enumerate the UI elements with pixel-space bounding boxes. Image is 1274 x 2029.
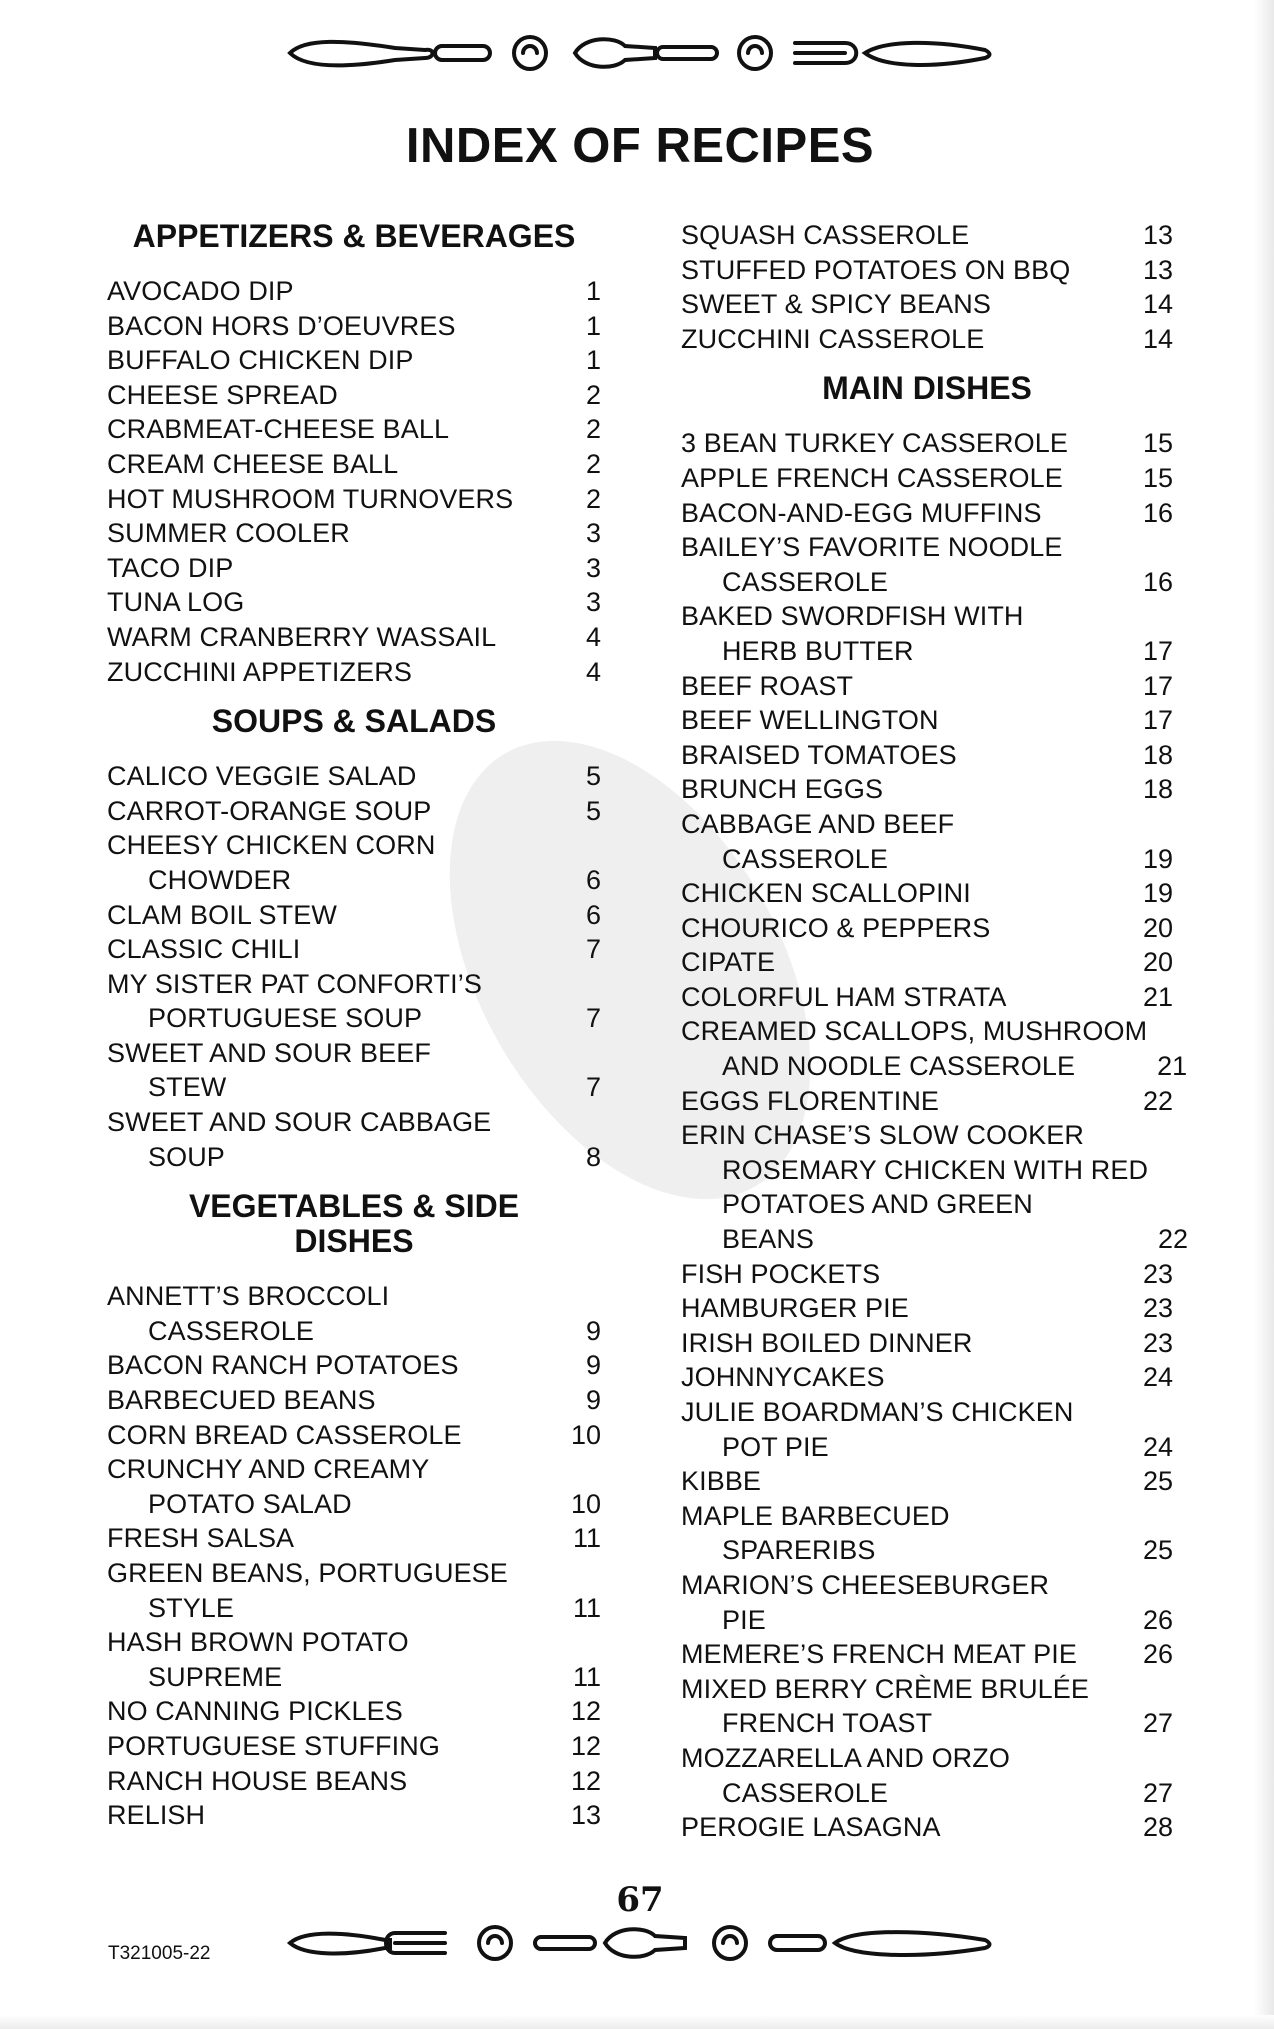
section-heading-soups: SOUPS & SALADS [211, 703, 497, 740]
section-heading-main-dishes: MAIN DISHES [822, 370, 1032, 407]
recipe-entry: CRABMEAT-CHEESE BALL 2 [107, 414, 601, 445]
recipe-entry: NO CANNING PICKLES 12 [107, 1696, 601, 1727]
recipe-entry: CALICO VEGGIE SALAD 5 [107, 761, 601, 792]
recipe-entry: HAMBURGER PIE 23 [681, 1293, 1173, 1324]
recipe-entry: BUFFALO CHICKEN DIP 1 [107, 345, 601, 376]
recipe-entry: APPLE FRENCH CASSEROLE 15 [681, 462, 1173, 493]
recipe-entry: SWEET & SPICY BEANS 14 [681, 289, 1173, 320]
recipe-entry: CARROT-ORANGE SOUP 5 [107, 795, 601, 826]
recipe-entry: BEEF ROAST 17 [681, 670, 1173, 701]
recipe-entry: BRUNCH EGGS 18 [681, 774, 1173, 805]
recipe-entry: CLASSIC CHILI 7 [107, 934, 601, 965]
recipe-entry: KIBBE 25 [681, 1466, 1173, 1497]
recipe-entry: CHEESE SPREAD 2 [107, 379, 601, 410]
recipe-entry: TUNA LOG 3 [107, 587, 601, 618]
recipe-entry: AVOCADO DIP 1 [107, 276, 601, 306]
recipe-entry: PORTUGUESE STUFFING 12 [107, 1730, 601, 1761]
page-title: INDEX OF RECIPES [405, 119, 875, 173]
recipe-entry: CIPATE 20 [681, 947, 1173, 978]
recipe-entry: STUFFED POTATOES ON BBQ 13 [681, 254, 1173, 285]
recipe-entry: SUMMER COOLER 3 [107, 518, 601, 549]
recipe-entry: BAILEY’S FAVORITE NOODLE CASSEROLE 16 [681, 532, 1173, 597]
recipe-entry: TACO DIP 3 [107, 552, 601, 583]
page-number: 67 [616, 1880, 664, 1920]
recipe-entry: CABBAGE AND BEEF CASSEROLE 19 [681, 808, 1173, 874]
recipe-entry: BRAISED TOMATOES 18 [681, 739, 1173, 770]
recipe-entry: CHOURICO & PEPPERS 20 [681, 912, 1173, 943]
recipe-entry: CREAMED SCALLOPS, MUSHROOM AND NOODLE CASSEROLE 21 [681, 1016, 1188, 1082]
recipe-entry: CHICKEN SCALLOPINI 19 [681, 878, 1173, 909]
recipe-entry: MY SISTER PAT CONFORTI’S PORTUGUESE SOUP 7 [107, 968, 601, 1034]
top-ornament [285, 28, 995, 78]
recipe-entry: BEEF WELLINGTON 17 [681, 705, 1173, 736]
recipe-entry: JOHNNYCAKES 24 [681, 1362, 1173, 1393]
recipe-entry: HOT MUSHROOM TURNOVERS 2 [107, 483, 601, 514]
recipe-entry: FRESH SALSA 11 [107, 1523, 601, 1554]
recipe-entry: BACON RANCH POTATOES 9 [107, 1350, 601, 1381]
recipe-entry: EGGS FLORENTINE 22 [681, 1085, 1173, 1116]
recipe-entry: ANNETT’S BROCCOLI CASSEROLE 9 [107, 1281, 601, 1346]
recipe-entry: WARM CRANBERRY WASSAIL 4 [107, 621, 601, 652]
recipe-entry: CORN BREAD CASSEROLE 10 [107, 1419, 601, 1450]
recipe-entry: MOZZARELLA AND ORZO CASSEROLE 27 [681, 1742, 1173, 1808]
section-heading-vegetables: VEGETABLES & SIDE DISHES [188, 1188, 520, 1260]
recipe-entry: MAPLE BARBECUED SPARERIBS 25 [681, 1500, 1173, 1566]
page-edge-shadow [1254, 0, 1274, 2029]
recipe-entry: HASH BROWN POTATO SUPREME 11 [107, 1627, 601, 1692]
recipe-entry: COLORFUL HAM STRATA 21 [681, 981, 1173, 1012]
recipe-entry: BARBECUED BEANS 9 [107, 1385, 601, 1416]
recipe-entry: CRUNCHY AND CREAMY POTATO SALAD 10 [107, 1454, 601, 1519]
page-bottom-shadow [0, 2015, 1274, 2029]
recipe-entry: FISH POCKETS 23 [681, 1258, 1173, 1289]
recipe-entry: BACON HORS D’OEUVRES 1 [107, 310, 601, 341]
left-column [107, 218, 601, 1833]
recipe-entry: BACON-AND-EGG MUFFINS 16 [681, 497, 1173, 528]
recipe-entry: ERIN CHASE’S SLOW COOKER ROSEMARY CHICKEN WITH RED POTATOES AND GREEN BEANS 22 [681, 1120, 1189, 1255]
bottom-ornament [285, 1918, 995, 1968]
recipe-entry: GREEN BEANS, PORTUGUESE STYLE 11 [107, 1558, 601, 1623]
recipe-entry: MEMERE’S FRENCH MEAT PIE 26 [681, 1639, 1173, 1670]
recipe-entry: CHEESY CHICKEN CORN CHOWDER 6 [107, 830, 601, 895]
recipe-entry: MARION’S CHEESEBURGER PIE 26 [681, 1569, 1173, 1635]
recipe-entry: SWEET AND SOUR CABBAGE SOUP 8 [107, 1107, 601, 1172]
recipe-entry: SQUASH CASSEROLE 13 [681, 220, 1173, 250]
recipe-entry: MIXED BERRY CRÈME BRULÉE FRENCH TOAST 27 [681, 1673, 1173, 1739]
recipe-entry: CREAM CHEESE BALL 2 [107, 448, 601, 479]
recipe-entry: BAKED SWORDFISH WITH HERB BUTTER 17 [681, 601, 1173, 666]
recipe-entry: 3 BEAN TURKEY CASSEROLE 15 [681, 428, 1173, 459]
recipe-entry: CLAM BOIL STEW 6 [107, 899, 601, 930]
section-heading-appetizers: APPETIZERS & BEVERAGES [132, 218, 576, 254]
recipe-entry: ZUCCHINI APPETIZERS 4 [107, 656, 601, 687]
recipe-entry: ZUCCHINI CASSEROLE 14 [681, 323, 1173, 354]
recipe-entry: SWEET AND SOUR BEEF STEW 7 [107, 1037, 601, 1103]
recipe-entry: RANCH HOUSE BEANS 12 [107, 1765, 601, 1796]
right-column [681, 218, 1189, 1845]
recipe-entry: IRISH BOILED DINNER 23 [681, 1327, 1173, 1358]
catalog-number: T321005-22 [108, 1943, 211, 1964]
recipe-entry: PEROGIE LASAGNA 28 [681, 1812, 1173, 1843]
recipe-entry: RELISH 13 [107, 1800, 601, 1831]
recipe-entry: JULIE BOARDMAN’S CHICKEN POT PIE 24 [681, 1397, 1173, 1462]
